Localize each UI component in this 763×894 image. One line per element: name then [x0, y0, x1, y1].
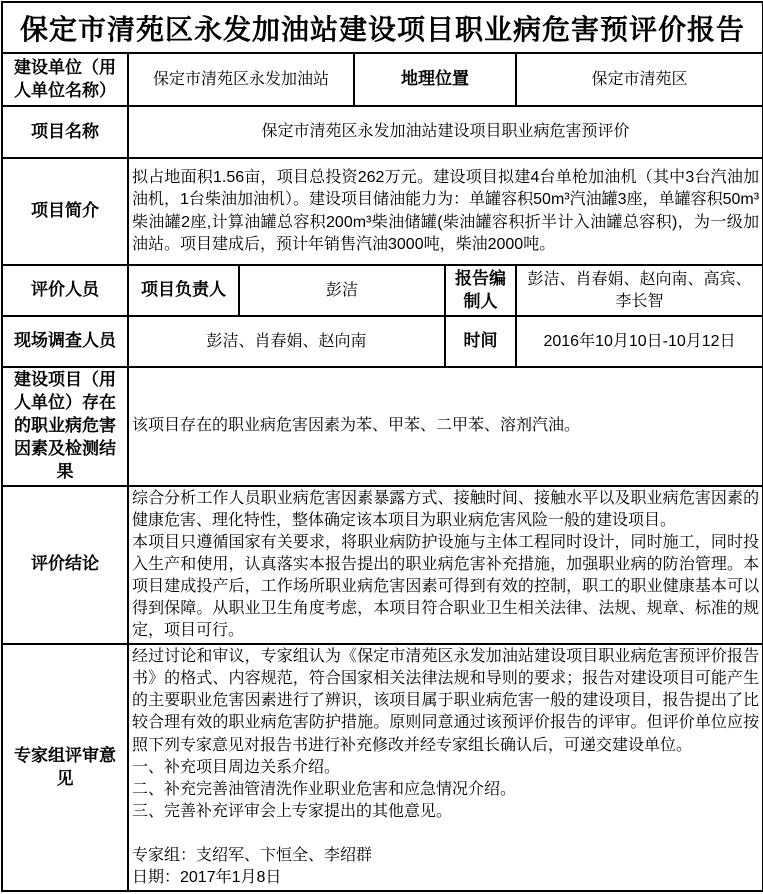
- survey-time-value: 2016年10月10日-10月12日: [516, 316, 763, 367]
- report-title: 保定市清苑区永发加油站建设项目职业病危害预评价报告: [2, 2, 763, 53]
- row-hazards: [2, 367, 763, 486]
- row-project-summary: [2, 158, 763, 265]
- row-project-name: [2, 106, 763, 158]
- conclusion-paragraph: 综合分析工作人员职业病危害因素暴露方式、接触时间、接触水平以及职业病危害因素的健康危害、理化特性，整体确定该本项目为职业病危害风险一般的建设项目。: [132, 489, 760, 529]
- row-unit: [2, 53, 763, 106]
- project-name-value: 保定市清苑区永发加油站建设项目职业病危害预评价: [128, 106, 763, 158]
- hazards-value: 该项目存在的职业病危害因素为苯、甲苯、二甲苯、溶剂汽油。: [132, 417, 581, 435]
- project-summary-label: 项目简介: [2, 158, 128, 265]
- expert-review-item: 三、完善补充评审会上专家提出的其他意见。: [132, 802, 453, 820]
- hazards-label: 建设项目（用人单位）存在的职业病危害因素及检测结果: [2, 367, 128, 486]
- report-authors-value: 彭洁、肖春娟、赵向南、高宾、李长智: [516, 265, 763, 316]
- report-authors-label: 报告编制人: [445, 265, 516, 316]
- site-survey-value: 彭洁、肖春娟、赵向南: [128, 316, 445, 367]
- expert-review-cell: [128, 644, 763, 891]
- project-summary-value: 拟占地面积1.56亩，项目总投资262万元。建设项目拟建4台单枪加油机（其中3台汽油加油机，1台柴油加油机）。建设项目储油能力为：单罐容积50m³汽油罐3座，单罐容积50m³柴油罐2座,计算油罐总容积200m³柴油储罐(柴油罐容积折半计入油罐总容积)，为一级加油站。项目建成后，预计年销售汽油3000吨，柴油2000吨。: [132, 169, 760, 253]
- project-name-label: 项目名称: [2, 106, 128, 158]
- expert-review-paragraph: 经过讨论和审议，专家组认为《保定市清苑区永发加油站建设项目职业病危害预评价报告书》的格式、内容规范，符合国家相关法律法规和导则的要求；报告对建设项目可能产生的主要职业危害因素进行了辨识，该项目属于职业病危害一般的建设项目，报告提出了比较合理有效的职业病危害防护措施。原则同意通过该预评价报告的评审。但评价单位应按照下列专家意见对报告书进行补充修改并经专家组长确认后，可递交建设单位。: [132, 648, 760, 754]
- project-leader-label: 项目负责人: [128, 265, 239, 316]
- project-leader-value: 彭洁: [239, 265, 445, 316]
- survey-time-label: 时间: [445, 316, 516, 367]
- row-expert-review: [2, 644, 763, 891]
- unit-value: 保定市清苑区永发加油站: [128, 53, 354, 106]
- review-date: 日期：2017年1月8日: [132, 869, 282, 887]
- expert-review-label: 专家组评审意见: [2, 644, 128, 891]
- title-row: [2, 2, 763, 53]
- report-table: [1, 1, 763, 892]
- location-value: 保定市清苑区: [516, 53, 763, 106]
- evaluators-label: 评价人员: [2, 265, 128, 316]
- unit-label: 建设单位（用人单位名称）: [2, 53, 128, 106]
- expert-review-item: 一、补充项目周边关系介绍。: [132, 758, 341, 776]
- conclusion-paragraph: 本项目只遵循国家有关要求，将职业病防护设施与主体工程同时设计，同时施工，同时投入生产和使用，认真落实本报告提出的职业病危害补充措施，加强职业病的防治管理。本项目建成投产后，工作场所职业病危害因素可得到有效的控制，职工的职业健康基本可以得到保障。从职业卫生角度考虑，本项目符合职业卫生相关法律、法规、规章、标准的规定，项目可行。: [132, 533, 760, 640]
- project-summary-cell: [128, 158, 763, 265]
- conclusion-cell: [128, 486, 763, 645]
- location-label: 地理位置: [354, 53, 516, 106]
- site-survey-label: 现场调查人员: [2, 316, 128, 367]
- expert-review-item: 二、补充完善油管清洗作业职业危害和应急情况介绍。: [132, 780, 517, 798]
- row-evaluators: [2, 265, 763, 316]
- expert-group-signature: 专家组：支绍军、卞恒全、李绍群: [132, 847, 373, 865]
- conclusion-label: 评价结论: [2, 486, 128, 645]
- row-conclusion: [2, 486, 763, 645]
- row-site-survey: [2, 316, 763, 367]
- hazards-cell: [128, 367, 763, 486]
